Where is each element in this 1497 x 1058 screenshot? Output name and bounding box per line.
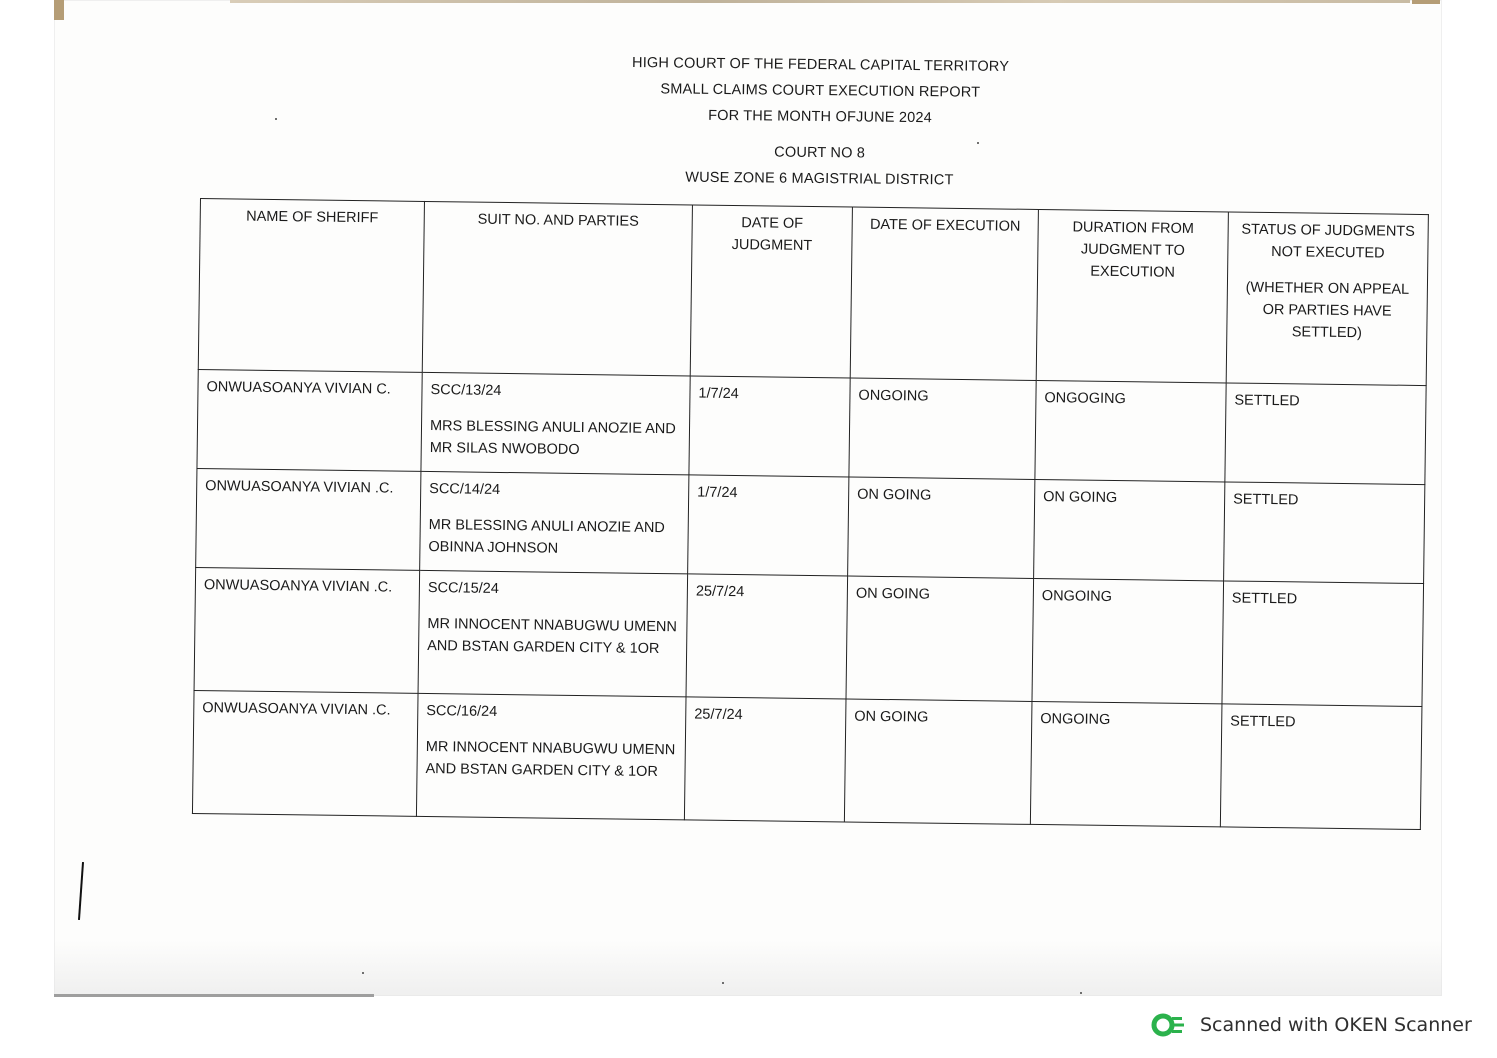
suit-number: SCC/13/24 — [430, 382, 502, 399]
scan-speck — [362, 972, 364, 974]
sheriff-cell: ONWUASOANYA VIVIAN .C. — [196, 468, 421, 570]
suit-cell — [421, 372, 690, 474]
column-header-date-judgment: DATE OF JUDGMENT — [690, 205, 852, 378]
table-row — [194, 567, 1424, 706]
status-header-note: (WHETHER ON APPEAL OR PARTIES HAVE SETTLED) — [1245, 279, 1410, 342]
page-bottom-edge — [54, 994, 374, 997]
column-header-date-execution: DATE OF EXECUTION — [850, 207, 1038, 380]
page-corner-mark — [54, 0, 64, 20]
duration-cell: ONGOING — [1030, 701, 1222, 826]
judgment-date-cell: 1/7/24 — [688, 475, 849, 576]
column-header-sheriff: NAME OF SHERIFF — [198, 199, 424, 373]
sheriff-cell: ONWUASOANYA VIVIAN .C. — [194, 567, 420, 693]
execution-date-cell: ON GOING — [844, 699, 1032, 824]
suit-number: SCC/15/24 — [427, 580, 499, 597]
page-edge-shadow — [230, 0, 1410, 3]
court-title: HIGH COURT OF THE FEDERAL CAPITAL TERRITORY — [631, 55, 1010, 75]
suit-parties: MRS BLESSING ANULI ANOZIE AND MR SILAS NWOBODO — [429, 418, 676, 458]
court-number: COURT NO 8 — [774, 144, 866, 162]
table-row — [197, 369, 1426, 484]
scan-speck — [275, 118, 277, 120]
suit-parties: MR INNOCENT NNABUGWU UMENN AND BSTAN GARDEN CITY & 1OR — [427, 616, 677, 658]
sheriff-cell: ONWUASOANYA VIVIAN .C. — [192, 690, 418, 816]
duration-cell: ON GOING — [1034, 479, 1225, 580]
scan-speck — [1080, 992, 1082, 994]
report-title: SMALL CLAIMS COURT EXECUTION REPORT — [660, 81, 981, 101]
report-heading — [519, 49, 1120, 195]
oken-scanner-logo-icon — [1150, 1011, 1186, 1039]
judgment-date-cell: 1/7/24 — [689, 376, 850, 477]
status-cell: SETTLED — [1222, 581, 1424, 707]
suit-parties: MR BLESSING ANULI ANOZIE AND OBINNA JOHNSON — [428, 517, 665, 557]
district-name: WUSE ZONE 6 MAGISTRIAL DISTRICT — [685, 169, 954, 189]
execution-date-cell: ON GOING — [848, 477, 1035, 578]
suit-number: SCC/14/24 — [429, 481, 501, 498]
scan-speck — [977, 142, 979, 144]
column-header-status — [1226, 212, 1428, 386]
report-period: FOR THE MONTH OFJUNE 2024 — [708, 107, 933, 127]
execution-date-cell: ON GOING — [846, 576, 1034, 701]
status-header-label: STATUS OF JUDGMENTS NOT EXECUTED — [1241, 221, 1415, 262]
judgment-date-cell: 25/7/24 — [686, 574, 848, 699]
page-corner-mark-right — [1412, 0, 1440, 4]
execution-report-table — [192, 198, 1429, 830]
table-row — [196, 468, 1425, 583]
suit-cell — [418, 570, 688, 696]
page-bottom-shade — [54, 940, 1442, 996]
sheriff-cell: ONWUASOANYA VIVIAN C. — [197, 369, 422, 471]
suit-cell — [416, 693, 686, 819]
duration-cell: ONGOGING — [1035, 380, 1226, 481]
suit-number: SCC/16/24 — [426, 703, 498, 720]
column-header-suit: SUIT NO. AND PARTIES — [422, 201, 692, 375]
suit-cell — [420, 471, 689, 573]
scan-speck — [722, 982, 724, 984]
table-row — [192, 690, 1422, 829]
judgment-date-cell: 25/7/24 — [684, 697, 846, 822]
status-cell: SETTLED — [1220, 704, 1422, 830]
column-header-duration: DURATION FROM JUDGMENT TO EXECUTION — [1036, 209, 1228, 382]
scanner-watermark — [1150, 1008, 1472, 1042]
scanner-text: Scanned with OKEN Scanner — [1200, 1014, 1472, 1036]
table-header-row — [198, 199, 1428, 386]
duration-cell: ONGOING — [1032, 578, 1224, 703]
suit-parties: MR INNOCENT NNABUGWU UMENN AND BSTAN GARDEN CITY & 1OR — [425, 739, 676, 781]
status-cell: SETTLED — [1225, 383, 1426, 485]
status-cell: SETTLED — [1224, 482, 1425, 584]
execution-date-cell: ONGOING — [849, 378, 1036, 479]
